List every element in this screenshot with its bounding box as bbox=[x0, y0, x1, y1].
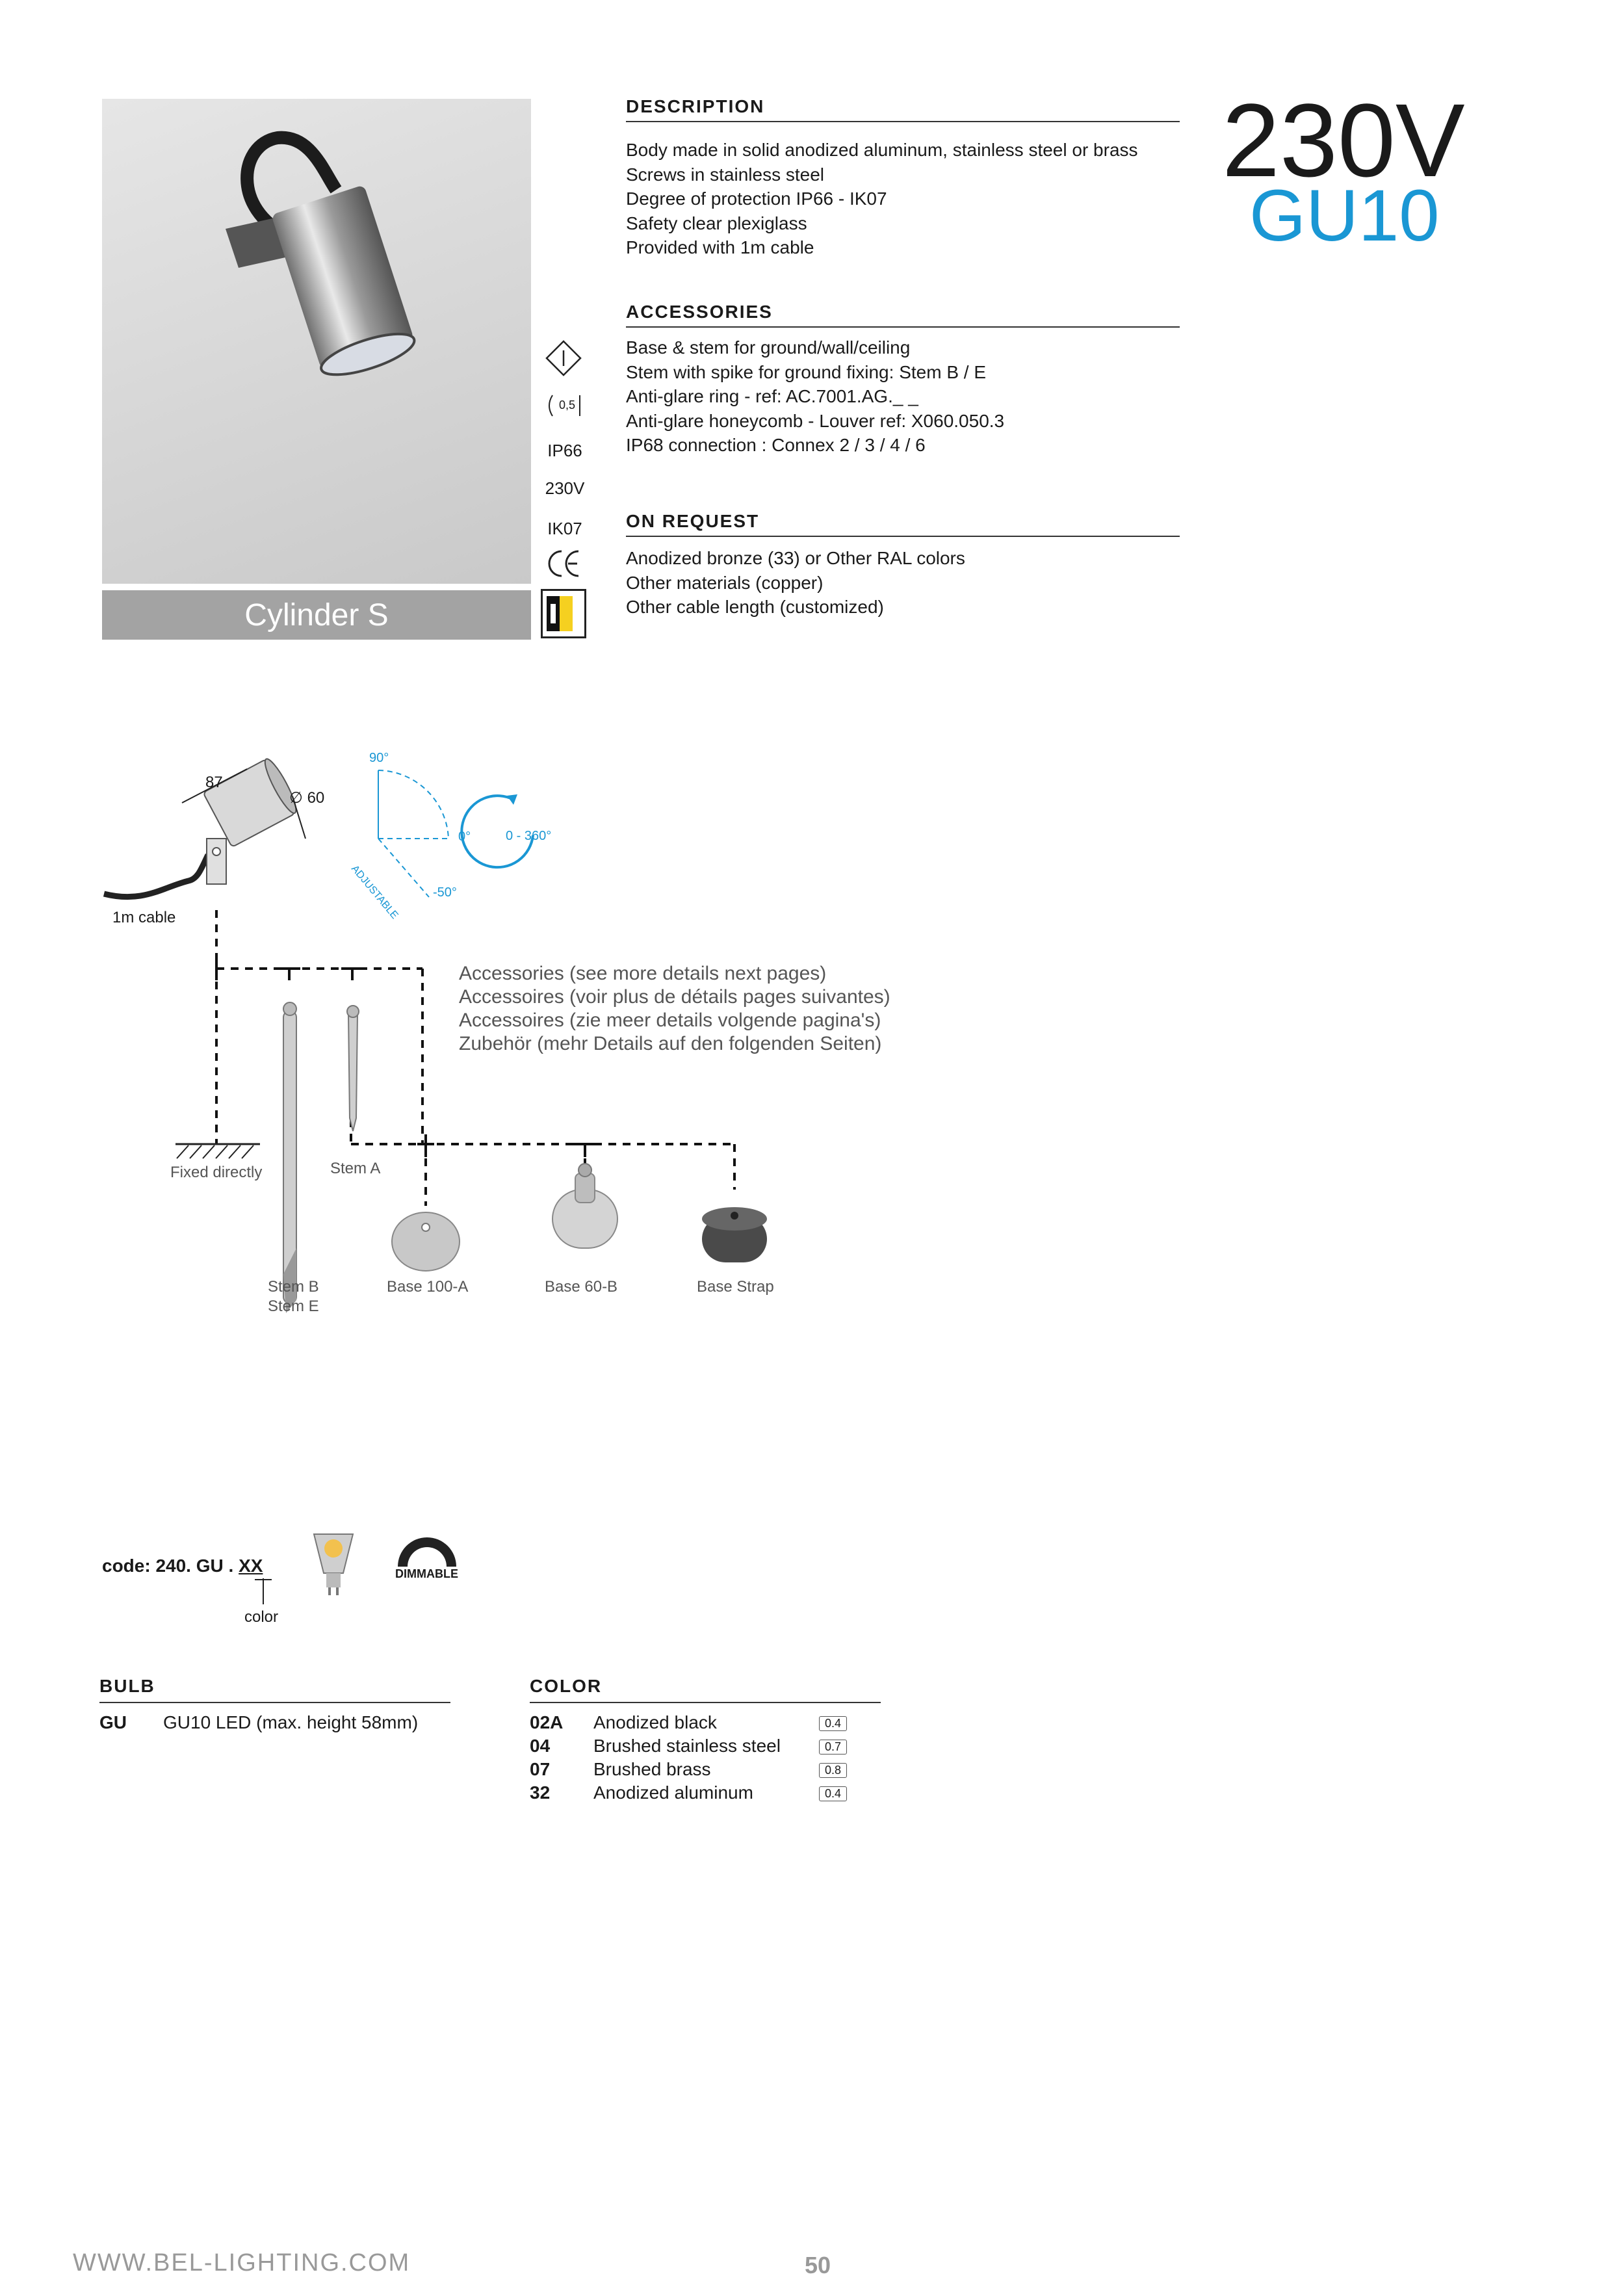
cable-line bbox=[104, 855, 208, 897]
product-code bbox=[102, 1556, 263, 1576]
base-strap-drawing bbox=[702, 1207, 767, 1262]
fixture-drawing bbox=[203, 756, 301, 847]
color-code: 32 bbox=[530, 1782, 551, 1803]
color-label: Brushed brass bbox=[593, 1759, 711, 1779]
led-icon bbox=[541, 589, 586, 638]
color-label: Anodized black bbox=[593, 1712, 717, 1732]
cable-label: 1m cable bbox=[112, 909, 176, 926]
dimmable-label: DIMMABLE bbox=[395, 1567, 458, 1580]
dimmable-icon bbox=[391, 1531, 463, 1583]
color-code: 07 bbox=[530, 1759, 551, 1779]
distance-icon bbox=[545, 393, 590, 419]
angle-bottom-label: -50° bbox=[433, 885, 457, 900]
ik-rating: IK07 bbox=[547, 519, 582, 538]
color-label: Anodized aluminum bbox=[593, 1782, 753, 1803]
description-line: Safety clear plexiglass bbox=[626, 213, 807, 233]
accessories-note-line: Zubehör (mehr Details auf den folgenden Seiten) bbox=[459, 1033, 882, 1054]
accessories-note-line: Accessoires (voir plus de détails pages suivantes) bbox=[459, 986, 890, 1008]
base-60b-drawing bbox=[552, 1164, 617, 1248]
accessories-note bbox=[459, 962, 890, 1056]
diameter-symbol: ∅ bbox=[289, 789, 307, 807]
accessories-title: ACCESSORIES bbox=[626, 302, 1180, 328]
description-line: Screws in stainless steel bbox=[626, 164, 825, 185]
color-table bbox=[530, 1676, 881, 1810]
rotation-label: 0 - 360° bbox=[506, 829, 552, 843]
weight-badge: 0.7 bbox=[819, 1740, 847, 1755]
weight-badge: 0.4 bbox=[819, 1716, 847, 1731]
base-strap-label: Base Strap bbox=[697, 1278, 774, 1296]
base-100a-label: Base 100-A bbox=[387, 1278, 469, 1296]
on-request-line: Other materials (copper) bbox=[626, 572, 824, 593]
bulb-code: GU bbox=[99, 1712, 127, 1732]
website-link[interactable]: WWW.BEL-LIGHTING.COM bbox=[73, 2249, 411, 2276]
product-name-caption: Cylinder S bbox=[102, 590, 531, 640]
description-section bbox=[626, 96, 1180, 260]
distance-value: 0,5 bbox=[559, 398, 576, 411]
on-request-title: ON REQUEST bbox=[626, 511, 1180, 537]
color-code: 04 bbox=[530, 1736, 551, 1756]
table-row bbox=[530, 1759, 881, 1782]
stem-a-label: Stem A bbox=[330, 1160, 381, 1177]
stem-e-label: Stem E bbox=[268, 1298, 319, 1315]
code-prefix: code: 240. GU . bbox=[102, 1556, 239, 1576]
angle-mid-label: 0° bbox=[458, 829, 471, 844]
bulb-title: BULB bbox=[99, 1676, 450, 1703]
description-line: Provided with 1m cable bbox=[626, 237, 814, 257]
on-request-line: Other cable length (customized) bbox=[626, 597, 884, 617]
class-diamond-icon bbox=[545, 339, 582, 377]
accessories-note-line: Accessoires (zie meer details volgende pagina's) bbox=[459, 1010, 881, 1031]
code-pointer bbox=[253, 1578, 273, 1610]
code-color-placeholder: XX bbox=[239, 1556, 263, 1576]
accessories-line: Base & stem for ground/wall/ceiling bbox=[626, 337, 911, 358]
table-row bbox=[530, 1782, 881, 1806]
product-photo bbox=[102, 99, 531, 584]
bulb-label: GU10 LED (max. height 58mm) bbox=[163, 1712, 419, 1732]
diameter-label bbox=[289, 789, 324, 807]
angle-top-label: 90° bbox=[369, 751, 389, 765]
socket-heading: GU10 bbox=[1249, 175, 1440, 256]
accessories-line: Anti-glare ring - ref: AC.7001.AG._ _ bbox=[626, 386, 918, 406]
accessories-line: IP68 connection : Connex 2 / 3 / 4 / 6 bbox=[626, 435, 926, 455]
ce-mark-icon bbox=[546, 547, 582, 580]
stem-b-drawing bbox=[283, 1002, 296, 1313]
on-request-section bbox=[626, 511, 1180, 620]
gu10-bulb-icon bbox=[311, 1528, 356, 1599]
color-title: COLOR bbox=[530, 1676, 881, 1703]
description-title: DESCRIPTION bbox=[626, 96, 1180, 122]
page-number: 50 bbox=[805, 2252, 831, 2278]
accessories-line: Anti-glare honeycomb - Louver ref: X060.050.3 bbox=[626, 410, 1005, 431]
stem-b-label: Stem B bbox=[268, 1278, 319, 1296]
accessories-section bbox=[626, 302, 1180, 458]
accessories-line: Stem with spike for ground fixing: Stem B / E bbox=[626, 361, 987, 382]
color-label: Brushed stainless steel bbox=[593, 1736, 781, 1756]
table-row bbox=[530, 1736, 881, 1759]
base-60b-label: Base 60-B bbox=[545, 1278, 618, 1296]
bulb-table bbox=[99, 1676, 450, 1738]
code-color-label: color bbox=[244, 1608, 279, 1626]
fixed-directly-label: Fixed directly bbox=[170, 1164, 263, 1181]
stem-a-drawing bbox=[347, 1006, 359, 1131]
accessories-note-line: Accessories (see more details next pages) bbox=[459, 963, 827, 984]
table-row bbox=[99, 1712, 450, 1738]
diameter-value: 60 bbox=[307, 789, 325, 807]
weight-badge: 0.8 bbox=[819, 1763, 847, 1778]
adjustable-label: ADJUSTABLE bbox=[348, 863, 400, 922]
description-line: Body made in solid anodized aluminum, stainless steel or brass bbox=[626, 140, 1138, 160]
description-line: Degree of protection IP66 - IK07 bbox=[626, 189, 887, 209]
on-request-line: Anodized bronze (33) or Other RAL colors bbox=[626, 548, 965, 568]
table-row bbox=[530, 1712, 881, 1736]
ip-rating: IP66 bbox=[547, 441, 582, 460]
length-label: 87 bbox=[205, 774, 223, 791]
base-100a-drawing bbox=[392, 1212, 460, 1271]
voltage-rating: 230V bbox=[545, 478, 585, 498]
voltage-heading: 230V bbox=[1222, 82, 1465, 198]
weight-badge: 0.4 bbox=[819, 1786, 847, 1801]
color-code: 02A bbox=[530, 1712, 564, 1732]
